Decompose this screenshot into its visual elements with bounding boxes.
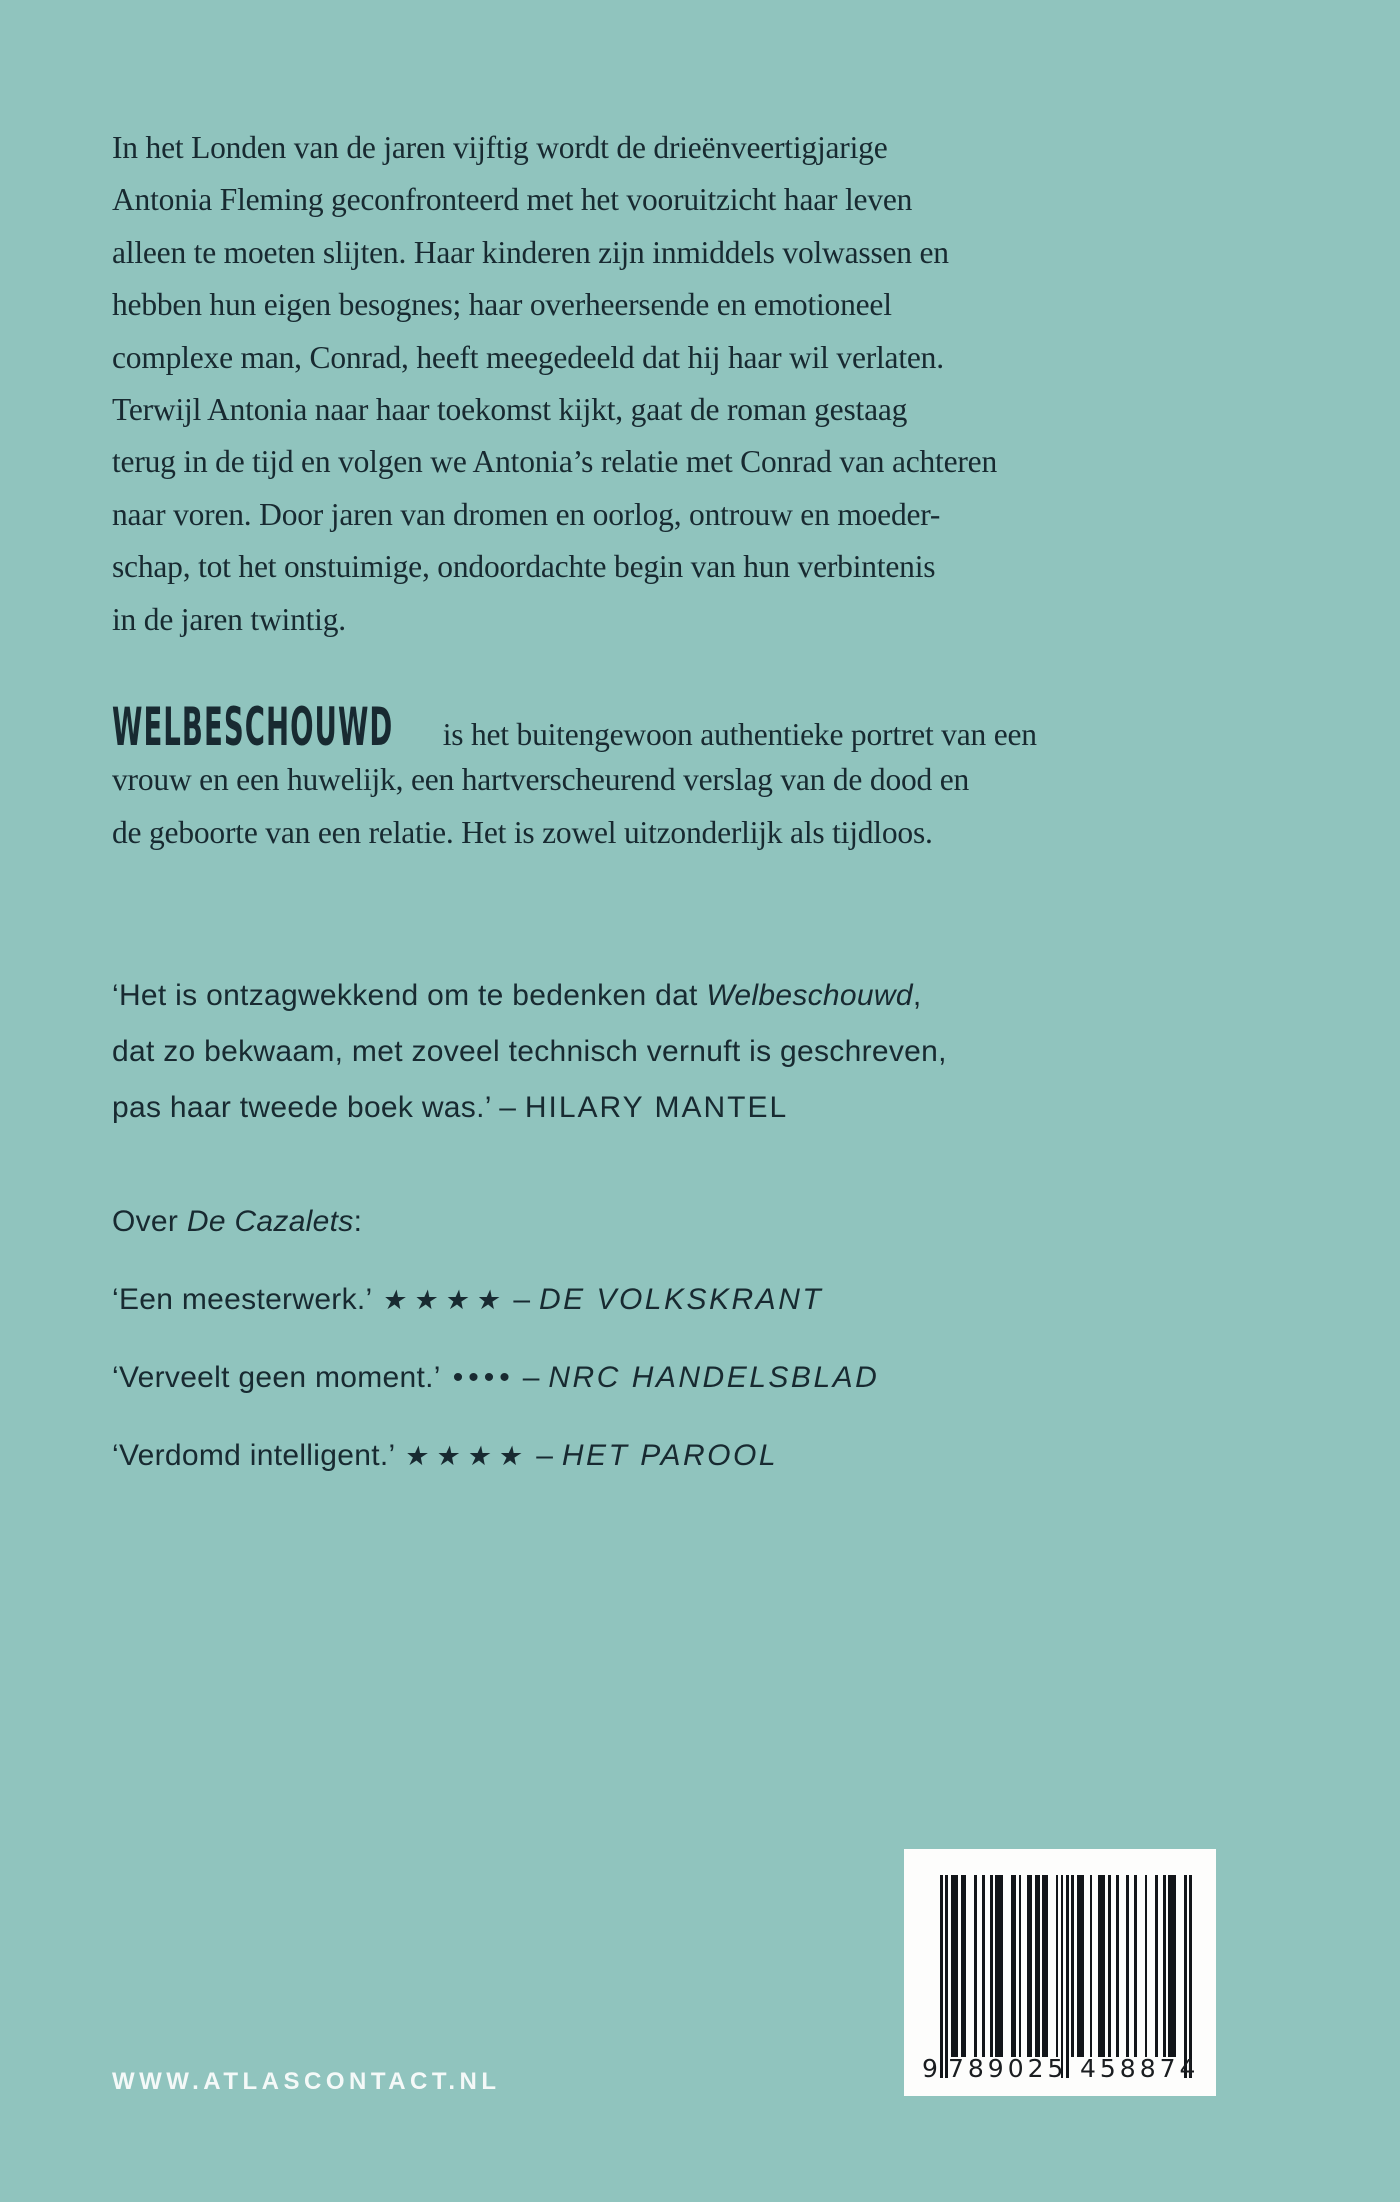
synopsis-line: naar voren. Door jaren van dromen en oorlog, ontrouw en moeder- (112, 496, 941, 532)
publisher-website: WWW.ATLASCONTACT.NL (112, 2068, 501, 2095)
synopsis-line: in de jaren twintig. (112, 601, 346, 637)
review-nrc: ‘Verveelt geen moment.’ •••• – NRC HANDELSBLAD (112, 1361, 880, 1394)
synopsis-line: hebben hun eigen besognes; haar overheersende en emotioneel (112, 287, 892, 323)
mantel-quote-line-2: dat zo bekwaam, met zoveel technisch vernuft is geschreven, (112, 1035, 947, 1068)
synopsis-line: alleen te moeten slijten. Haar kinderen zijn inmiddels volwassen en (112, 234, 949, 270)
star-rating-icon: ★★★★ (403, 1441, 533, 1471)
synopsis-line: Antonia Fleming geconfronteerd met het vooruitzicht haar leven (112, 182, 913, 218)
review-quote: ‘Verveelt geen moment.’ (112, 1361, 441, 1394)
synopsis-line: complexe man, Conrad, heeft meegedeeld dat hij haar wil verlaten. (112, 339, 944, 375)
review-source: HET PAROOL (561, 1439, 779, 1472)
isbn-digits (904, 2054, 1216, 2088)
about-line-3: de geboorte van een relatie. Het is zowel uitzonderlijk als tijdloos. (112, 814, 933, 850)
over-heading: Over De Cazalets: (112, 1205, 363, 1238)
synopsis-line: schap, tot het onstuimige, ondoordachte begin van hun verbintenis (112, 549, 936, 585)
synopsis-line: Terwijl Antonia naar haar toekomst kijkt, gaat de roman gestaag (112, 391, 908, 427)
about-line-1-rest: is het buitengewoon authentieke portret van een (435, 717, 1037, 752)
review-source: DE VOLKSKRANT (538, 1283, 824, 1316)
reviewer-name: HILARY MANTEL (524, 1091, 789, 1124)
review-quote: ‘Een meesterwerk.’ (112, 1283, 373, 1316)
review-volkskrant: ‘Een meesterwerk.’ ★★★★ – DE VOLKSKRANT (112, 1283, 824, 1316)
synopsis-line: In het Londen van de jaren vijftig wordt de drieënveertigjarige (112, 130, 888, 165)
about-line-1 (112, 697, 1037, 758)
review-source: NRC HANDELSBLAD (548, 1361, 880, 1394)
review-quote: ‘Verdomd intelligent.’ (112, 1439, 396, 1472)
isbn-group-1: 789025 (948, 2054, 1068, 2083)
press-reviews (112, 1283, 879, 1471)
ball-rating-icon: •••• (452, 1361, 515, 1394)
barcode-bars (940, 1875, 1192, 2078)
isbn-lead-digit: 9 (922, 2054, 942, 2083)
about-line-2: vrouw en een huwelijk, een hartverscheurend verslag van de dood en (112, 762, 970, 798)
series-title-italic: De Cazalets (186, 1205, 354, 1238)
about-paragraph (112, 697, 1037, 859)
book-title-word: WELBESCHOUWD (112, 697, 394, 758)
book-title-italic: Welbeschouwd (706, 979, 913, 1012)
synopsis-paragraph (112, 122, 997, 646)
mantel-quote (112, 968, 947, 1136)
barcode-panel (904, 1849, 1216, 2096)
star-rating-icon: ★★★★ (380, 1285, 510, 1315)
mantel-quote-line-1: ‘Het is ontzagwekkend om te bedenken dat Welbeschouwd, (112, 979, 922, 1012)
synopsis-line: terug in de tijd en volgen we Antonia’s relatie met Conrad van achteren (112, 444, 998, 480)
isbn-group-2: 458874 (1080, 2054, 1200, 2083)
mantel-quote-line-3: pas haar tweede boek was.’ – HILARY MANTEL (112, 1091, 789, 1124)
review-parool: ‘Verdomd intelligent.’ ★★★★ – HET PAROOL (112, 1439, 779, 1472)
